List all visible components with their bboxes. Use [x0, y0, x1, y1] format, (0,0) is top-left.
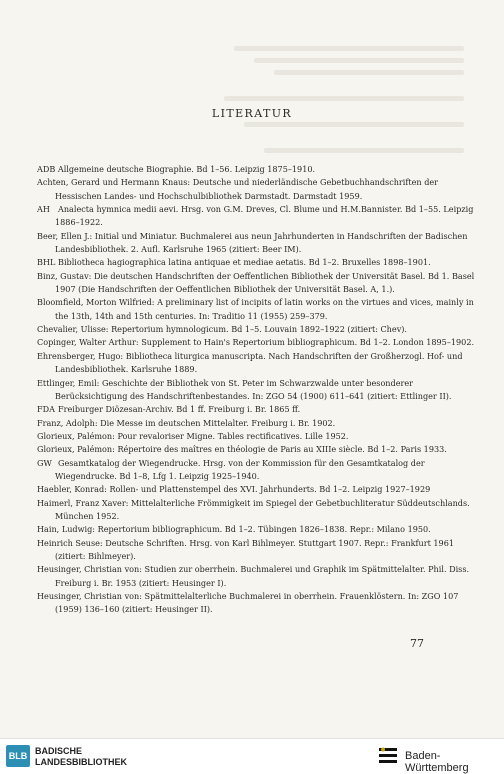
reference-entry: [37, 563, 483, 590]
reference-text: Beer, Ellen J.: Initial und Miniatur. Buchmalerei aus neun Jahrhunderten in Handschriften der Badischen Landesbibliothek. 2. Aufl. Karlsruhe 1965 (zitiert: Beer IM).: [37, 230, 468, 255]
reference-text: Hain, Ludwig: Repertorium bibliographicum. Bd 1–2. Tübingen 1826–1838. Repr.: Milano 1950.: [37, 524, 431, 535]
reference-text: Binz, Gustav: Die deutschen Handschriften der Oeffentlichen Bibliothek der Universität Basel. Bd 1. Basel 1907 (Die Handschriften der Oeffentlichen Bibliothek der Universität Basel. A, 1.).: [37, 270, 475, 295]
footer-bar: [0, 738, 504, 774]
reference-entry: [37, 336, 483, 349]
reference-entry: [37, 203, 483, 230]
bleed-through-line: [234, 46, 464, 51]
bleed-through-line: [274, 70, 464, 75]
reference-entry: [37, 443, 483, 456]
baden-wuerttemberg-crest-icon: [376, 744, 400, 768]
reference-text: Glorieux, Palémon: Pour revaloriser Migne. Tables rectificatives. Lille 1952.: [37, 430, 349, 441]
reference-entry: [37, 537, 483, 564]
reference-text: Gesamtkatalog der Wiegendrucke. Hrsg. von der Kommission für den Gesamtkatalog der Wiegendrucke. Bd 1–8, Lfg 1. Leipzig 1925–1940.: [55, 457, 425, 481]
bleed-through-line: [224, 96, 464, 101]
reference-entry: [37, 350, 483, 377]
bleed-through-line: [254, 58, 464, 63]
reference-text: Analecta hymnica medii aevi. Hrsg. von G.M. Dreves, Cl. Blume und H.M.Bannister. Bd 1–55. Leipzig 1886–1922.: [55, 204, 474, 228]
reference-text: Achten, Gerard und Hermann Knaus: Deutsche und niederländische Gebetbuchhandschriften der Hessischen Landes- und Hochschulbibliothek Darmstadt. Darmstadt 1959.: [37, 177, 439, 201]
reference-entry: [37, 590, 483, 617]
reference-text: Glorieux, Palémon: Répertoire des maîtres en théologie de Paris au XIIIe siècle. Bd 1–2. Paris 1933.: [37, 444, 447, 455]
reference-entry: [37, 403, 483, 416]
reference-abbreviation: FDA: [37, 404, 55, 415]
reference-entry: [37, 497, 483, 524]
blb-name-line1: BADISCHE: [35, 746, 83, 756]
bleed-through-line: [244, 122, 464, 127]
reference-text: Ettlinger, Emil: Geschichte der Bibliothek von St. Peter im Schwarzwalde unter besonderer Berücksichtigung des Handschriftenbestandes. In: ZGO 54 (1900) 611–641 (zitiert: Ettlinger II).: [37, 377, 452, 401]
reference-text: Bibliotheca hagiographica latina antiquae et mediae aetatis. Bd 1–2. Bruxelles 1898–1901.: [58, 257, 431, 268]
reference-text: Heusinger, Christian von: Spätmittelalterliche Buchmalerei in oberrhein. Frauenklöstern. In: ZGO 107 (1959) 136–160 (zitiert: Heusinger II).: [37, 591, 459, 615]
reference-list: [37, 163, 483, 617]
reference-entry: [37, 296, 483, 323]
reference-entry: [37, 176, 483, 203]
reference-entry: [37, 457, 483, 484]
reference-text: ADB Allgemeine deutsche Biographie. Bd 1–56. Leipzig 1875–1910.: [37, 164, 316, 174]
reference-text: Heusinger, Christian von: Studien zur oberrhein. Buchmalerei und Graphik im Spätmittelalter. Phil. Diss. Freiburg i. Br. 1953 (zitiert: Heusinger I).: [37, 564, 470, 588]
reference-entry: [37, 163, 483, 176]
blb-name-line2: LANDESBIBLIOTHEK: [35, 757, 127, 767]
reference-entry: [37, 377, 483, 404]
reference-text: Freiburger Diözesan-Archiv. Bd 1 ff. Freiburg i. Br. 1865 ff.: [58, 404, 301, 415]
page-number: 77: [410, 637, 424, 650]
reference-entry: [37, 230, 483, 257]
reference-entry: [37, 523, 483, 536]
blb-name[interactable]: [35, 746, 127, 768]
reference-entry: [37, 430, 483, 443]
reference-entry: [37, 323, 483, 336]
reference-text: Chevalier, Ulisse: Repertorium hymnologicum. Bd 1–5. Louvain 1892–1922 (zitiert: Chev).: [37, 324, 407, 335]
reference-text: Franz, Adolph: Die Messe im deutschen Mittelalter. Freiburg i. Br. 1902.: [37, 417, 336, 428]
reference-text: Haimerl, Franz Xaver: Mittelalterliche Frömmigkeit im Spiegel der Gebetbuchliteratur Süddeutschlands. München 1952.: [37, 497, 470, 521]
reference-abbreviation: AH: [37, 204, 50, 215]
reference-entry: [37, 483, 483, 496]
reference-abbreviation: GW: [37, 457, 52, 468]
reference-text: Heinrich Seuse: Deutsche Schriften. Hrsg. von Karl Bihlmeyer. Stuttgart 1907. Repr.: Frankfurt 1961 (zitiert: Bihlmeyer).: [37, 537, 455, 561]
reference-entry: [37, 256, 483, 269]
blb-logo[interactable]: BLB: [6, 745, 30, 767]
reference-text: Copinger, Walter Arthur: Supplement to Hain's Repertorium bibliographicum. Bd 1–2. London 1895–1902.: [37, 337, 475, 348]
bleed-through-line: [264, 148, 464, 153]
reference-text: Bloomfield, Morton Wilfried: A preliminary list of incipits of latin works on the virtues and vices, mainly in the 13th, 14th and 15th centuries. In: Traditio 11 (1955) 259–379.: [37, 297, 474, 321]
reference-text: Ehrensberger, Hugo: Bibliotheca liturgica manuscripta. Nach Handschriften der Großherzogl. Hof- und Landesbibliothek. Karlsruhe 1889.: [37, 350, 463, 375]
reference-entry: [37, 270, 483, 297]
page-title: LITERATUR: [211, 107, 293, 120]
baden-wuerttemberg-label[interactable]: Baden-Württemberg: [405, 750, 469, 774]
reference-entry: [37, 417, 483, 430]
reference-text: Haebler, Konrad: Rollen- und Plattenstempel des XVI. Jahrhunderts. Bd 1–2. Leipzig 1927–1929: [37, 484, 431, 495]
reference-abbreviation: BHL: [37, 257, 56, 268]
